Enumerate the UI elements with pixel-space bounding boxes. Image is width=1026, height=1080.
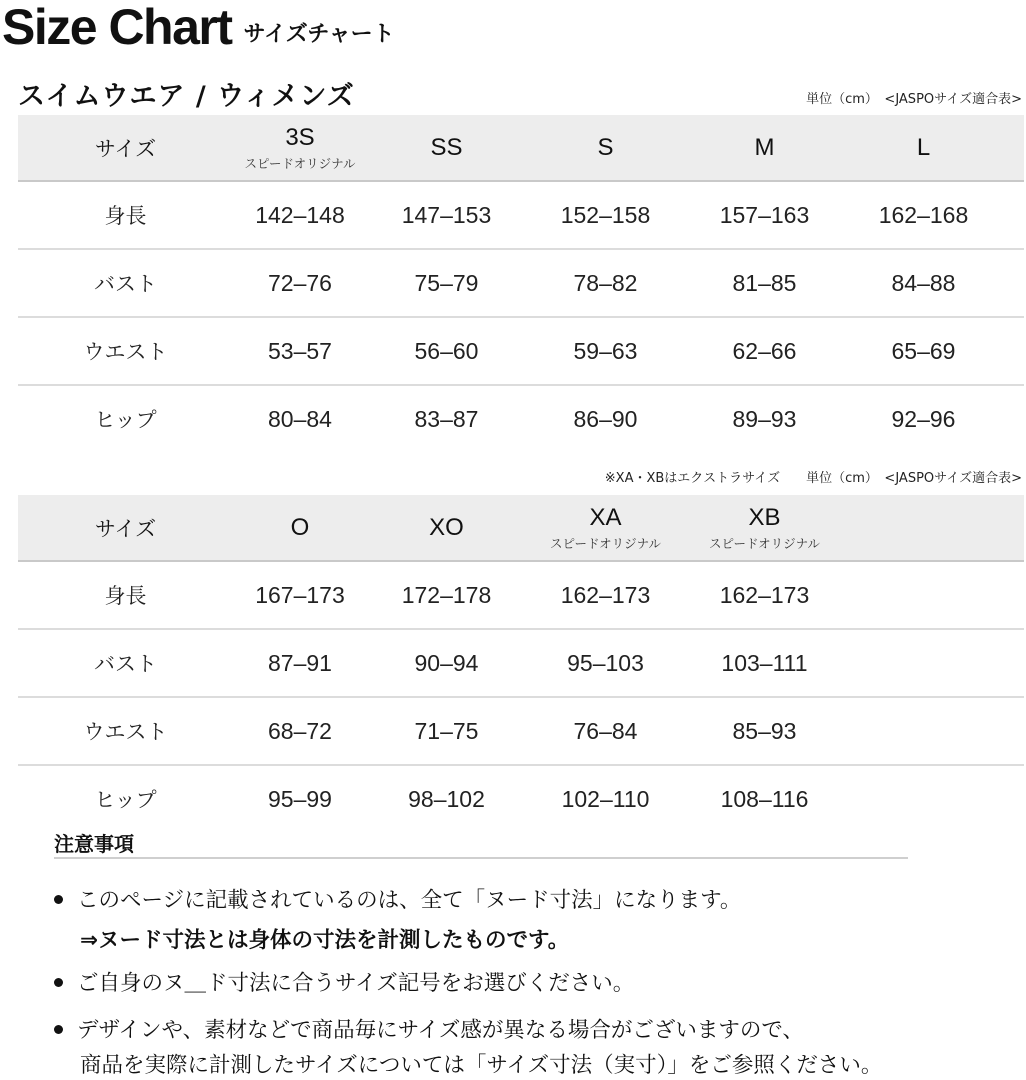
table-cell: 65–69 (891, 337, 956, 364)
note-text: ⇒ヌード寸法とは身体の寸法を計測したものです。 (80, 928, 570, 953)
column-header (526, 504, 685, 552)
table-cell: 172–178 (401, 581, 492, 608)
section-title: スイムウエア / ウィメンズ (18, 81, 355, 112)
note-item (54, 883, 741, 914)
row-label: ヒップ (94, 408, 157, 432)
size-subtitle: スピードオリジナル (244, 155, 356, 171)
table-cell: 98–102 (408, 785, 485, 812)
note-item (54, 1013, 804, 1044)
table-header-row (18, 115, 1024, 182)
bullet-icon (54, 978, 63, 987)
table-cell: 162–168 (878, 201, 969, 228)
size-code: 3S (285, 123, 315, 151)
table-cell: 68–72 (268, 717, 332, 744)
notes-title: 注意事項 (54, 832, 134, 856)
size-code: XA (589, 503, 622, 531)
table-cell: 87–91 (268, 649, 332, 676)
note-text: ご自身のヌ＿ド寸法に合うサイズ記号をお選びください。 (77, 971, 635, 996)
row-label: ウエスト (83, 720, 168, 744)
table-cell: 152–158 (560, 201, 651, 228)
table-cell: 78–82 (573, 269, 638, 296)
size-code: M (754, 133, 775, 161)
notes-divider (54, 857, 908, 859)
table-cell: 92–96 (891, 405, 956, 432)
column-header (367, 514, 526, 542)
note-item-sub (80, 923, 569, 954)
table-row (18, 318, 1024, 386)
unit-note-2: ※XA・XBはエクストラサイズ 単位（cm） <JASPOサイズ適合表> (604, 471, 1022, 486)
size-code: XO (429, 513, 464, 541)
size-table-standard (18, 115, 1024, 452)
table-cell: 157–163 (719, 201, 810, 228)
column-header (233, 514, 367, 542)
table-header-row (18, 495, 1024, 562)
row-label: ヒップ (94, 788, 157, 812)
table-cell: 142–148 (255, 201, 345, 228)
row-label: 身長 (104, 204, 147, 228)
size-code: O (290, 513, 310, 541)
table-cell: 59–63 (573, 337, 638, 364)
note-text: デザインや、素材などで商品毎にサイズ感が異なる場合がございますので、 (77, 1018, 804, 1043)
table-cell: 71–75 (414, 717, 479, 744)
column-header (844, 134, 1003, 162)
size-subtitle: スピードオリジナル (708, 535, 820, 551)
table-cell: 89–93 (732, 405, 797, 432)
row-label: バスト (94, 272, 157, 296)
table-cell: 103–111 (721, 649, 808, 676)
column-header (367, 134, 526, 162)
note-item-continuation (80, 1048, 882, 1079)
size-code: S (597, 133, 614, 161)
bullet-icon (54, 1025, 63, 1034)
size-code: XB (748, 503, 781, 531)
table-cell: 162–173 (719, 581, 810, 608)
table-cell: 102–110 (561, 785, 650, 812)
page-title-jp: サイズチャート (243, 22, 395, 47)
header-label: サイズ (94, 136, 157, 161)
table-cell: 76–84 (573, 717, 638, 744)
table-cell: 167–173 (255, 581, 345, 608)
page-title: Size Chart (2, 0, 232, 55)
page-header (2, 0, 395, 55)
table-cell: 75–79 (414, 269, 479, 296)
table-cell: 162–173 (560, 581, 651, 608)
table-cell: 86–90 (573, 405, 638, 432)
table-cell: 81–85 (732, 269, 797, 296)
table-cell: 56–60 (414, 337, 479, 364)
row-label: 身長 (104, 584, 147, 608)
table-cell: 95–99 (268, 785, 332, 812)
size-table-large (18, 495, 1024, 832)
table-cell: 53–57 (268, 337, 332, 364)
note-text: 商品を実際に計測したサイズについては「サイズ寸法（実寸）」をご参照ください。 (80, 1053, 883, 1078)
table-cell: 90–94 (414, 649, 479, 676)
column-header (685, 134, 844, 162)
table-cell: 85–93 (732, 717, 797, 744)
column-header (526, 134, 685, 162)
table-cell: 62–66 (732, 337, 797, 364)
table-row (18, 766, 1024, 832)
column-header (685, 504, 844, 552)
unit-note-1: 単位（cm） <JASPOサイズ適合表> (806, 92, 1022, 107)
table-cell: 95–103 (567, 649, 644, 676)
header-label: サイズ (94, 516, 157, 541)
note-text: このページに記載されているのは、全て「ヌード寸法」になります。 (77, 888, 742, 913)
table-row (18, 562, 1024, 630)
table-cell: 84–88 (891, 269, 956, 296)
bullet-icon (54, 895, 63, 904)
table-row (18, 250, 1024, 318)
table-cell: 72–76 (268, 269, 332, 296)
column-header (233, 124, 367, 172)
size-code: SS (430, 133, 463, 161)
row-label: バスト (94, 652, 157, 676)
note-item (54, 966, 634, 997)
table-row (18, 182, 1024, 250)
table-cell: 83–87 (414, 405, 479, 432)
table-cell: 108–116 (720, 785, 809, 812)
table-row (18, 386, 1024, 452)
table-row (18, 698, 1024, 766)
size-subtitle: スピードオリジナル (549, 535, 661, 551)
table-row (18, 630, 1024, 698)
table-cell: 147–153 (401, 201, 492, 228)
size-code: L (916, 133, 931, 161)
table-cell: 80–84 (268, 405, 332, 432)
row-label: ウエスト (83, 340, 168, 364)
